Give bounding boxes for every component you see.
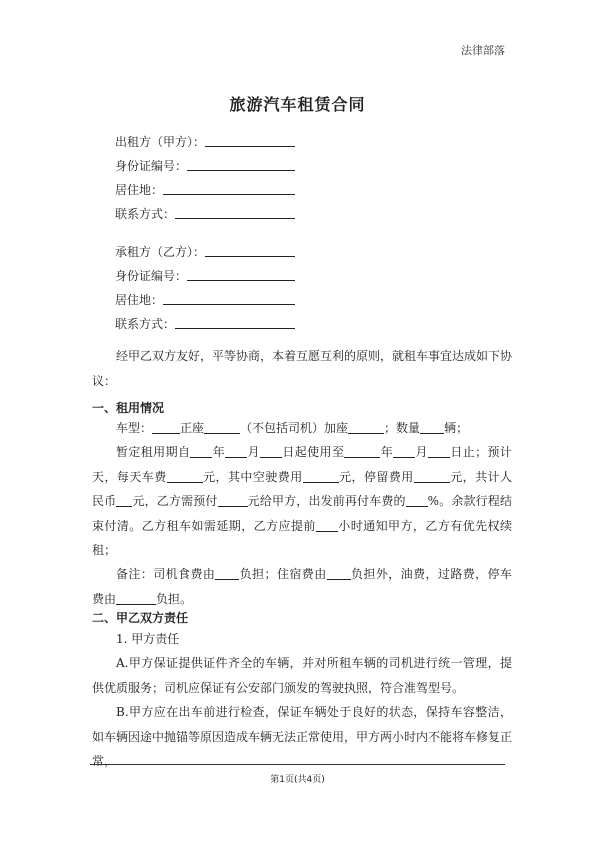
clause-text: 年 [212,445,226,459]
clause-text: 正座 [180,421,205,435]
blank-line [218,494,248,507]
vehicle-clause [92,416,512,441]
clause-text: 元，其中空驶费用 [202,469,303,484]
clause-b: B.甲方应在出车前进行检查，保证车辆处于良好的状态，保持车容整洁，如车辆因途中抛锚等原因造成车辆无法正常使用，甲方两小时内不能将车修复正常， [92,705,513,768]
lessor-address-label: 居住地： [115,183,164,197]
note-clause [92,562,512,611]
clause-text: 元，乙方需预付 [132,494,218,508]
clause-text: 日止；预计天，每天车费 [92,445,512,484]
blank-line [175,218,295,219]
section-heading-responsibilities: 二、甲乙双方责任 [92,611,189,625]
lessor-contact-field [115,205,175,222]
lessee-name-field [115,243,205,260]
blank-line [344,445,380,458]
clause-text: 月 [247,445,260,459]
lessee-contact-label: 联系方式： [115,317,176,331]
lessee-contact-field [115,315,175,332]
blank-line [187,280,295,281]
clause-text: 辆； [444,421,469,435]
blank-line [190,445,212,458]
lessor-contact-label: 联系方式： [115,207,176,221]
lessor-id-label: 身份证编号： [115,159,188,173]
blank-line [414,470,450,483]
clause-text: 元，停留费用 [338,469,414,484]
blank-line [167,470,203,483]
clause-a: A.甲方保证提供证件齐全的车辆，并对所租车辆的司机进行统一管理，提供优质服务；司机应保证有公安部门颁发的驾驶执照，符合准驾型号。 [92,656,512,695]
clause-text: 负担。 [156,591,193,606]
blank-line [215,567,239,580]
clause-text: 负担外，油费，过路费，停车费由 [92,567,512,606]
blank-line [316,519,338,532]
period-clause [92,440,512,563]
blank-line [205,256,295,257]
blank-line [393,445,415,458]
blank-line [428,445,450,458]
clause-text: ；数量 [384,421,421,435]
lessee-id-label: 身份证编号： [115,269,188,283]
lessee-id-field [115,267,187,284]
clause-text: %。余款行程结束付清。乙方租车如需延期，乙方应提前 [92,494,512,533]
blank-line [152,421,180,434]
lessor-id-field [115,157,187,174]
blank-line [116,592,156,605]
clause-text: 元，共计人民币 [92,469,512,508]
blank-line [116,494,132,507]
lessor-address-field [115,181,163,198]
lessor-name-field [115,133,205,150]
blank-line [225,445,247,458]
blank-line [163,304,295,305]
blank-line [420,421,444,434]
blank-line [205,146,295,147]
clause-text: （不包括司机）加座 [240,421,349,435]
blank-line [163,194,295,195]
blank-line [187,170,295,171]
blank-line [175,328,295,329]
blank-line [260,445,282,458]
clause-text: 小时通知甲方，乙方有优先权续租； [92,518,512,557]
blank-line [327,567,351,580]
intro-paragraph: 经甲乙双方友好，平等协商，本着互愿互利的原则，就租车事宜达成如下协议： [92,349,513,388]
clause-text: 日起使用至 [281,445,345,459]
clause-text: 车型： [116,421,153,435]
lessor-name-label: 出租方（甲方）： [115,135,206,149]
document-title: 旅游汽车租赁合同 [229,95,366,114]
clause-text: 月 [415,445,428,459]
section-heading-rental: 一、租用情况 [92,401,165,415]
clause-text: 负担；住宿费由 [239,567,327,581]
sub-heading-party-a: 1. 甲方责任 [116,632,180,646]
clause-text: 年 [380,445,394,459]
brand-label: 法律部落 [461,44,505,57]
page-number: 第1页(共4页) [270,775,325,785]
blank-line [204,421,240,434]
clause-text: 元给甲方，出发前再付车费的 [247,494,406,508]
footer-divider [90,764,505,765]
lessee-name-label: 承租方（乙方）： [115,245,206,259]
lessee-address-field [115,291,163,308]
clause-text: 暂定租用期自 [116,445,191,459]
lessee-address-label: 居住地： [115,293,164,307]
clause-text: 备注：司机食费由 [116,567,216,581]
blank-line [406,494,428,507]
blank-line [348,421,384,434]
blank-line [303,470,339,483]
